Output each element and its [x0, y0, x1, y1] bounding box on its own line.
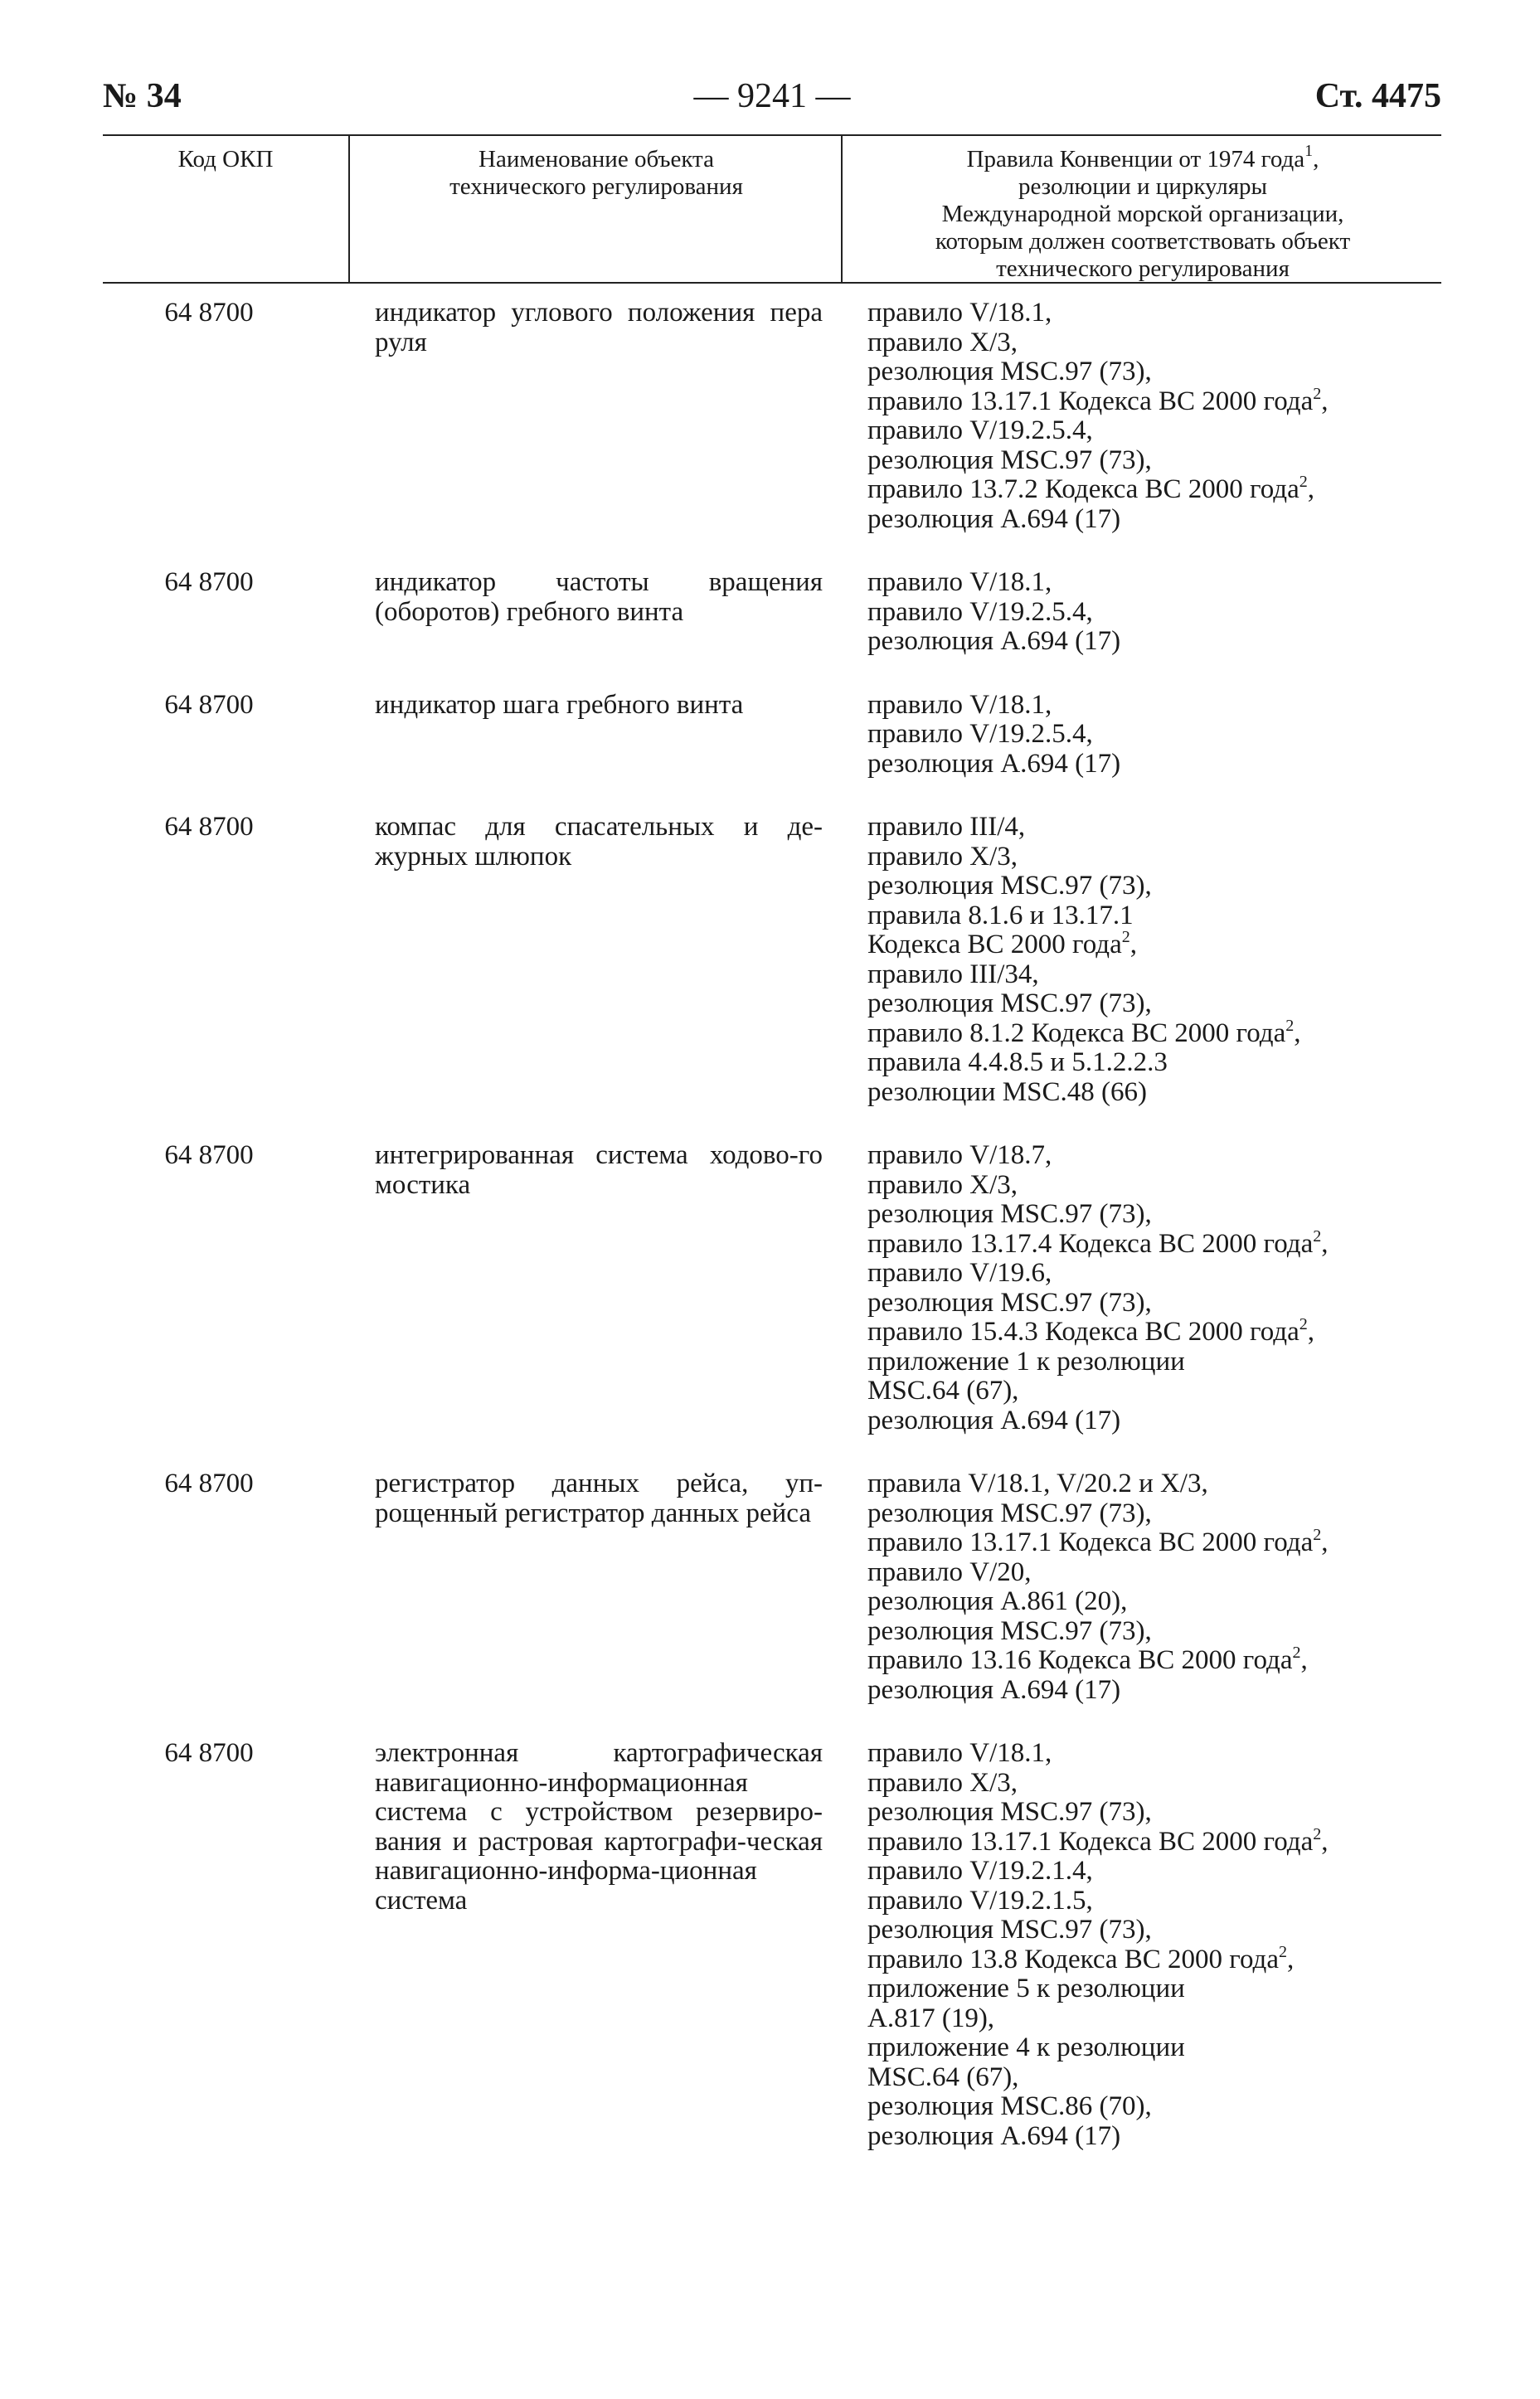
rule-line [867, 627, 1441, 657]
rule-line [867, 1171, 1441, 1201]
okp-code: 64 8700 [164, 1140, 254, 1170]
rule-line [867, 475, 1441, 505]
line-text: Правила Конвенции от 1974 года [966, 146, 1305, 172]
line-text: резолюция А.694 (17) [867, 2120, 1121, 2151]
rule-line [867, 357, 1441, 387]
rule-line [867, 1078, 1441, 1108]
okp-code: 64 8700 [164, 298, 254, 328]
header-line [844, 142, 1441, 173]
rule-line [867, 299, 1441, 328]
rule-line [867, 446, 1441, 476]
line-text: правило 13.17.1 Кодекса ВС 2000 года [867, 1826, 1314, 1857]
rule-line [867, 1617, 1441, 1647]
header-line: технического регулирования [449, 173, 743, 200]
rule-line [867, 1942, 1441, 1975]
object-name: электронная картографическая навигационно-информационная система с устройством резервиро-вания и растровая картографи-ческая навигационно-информа-ционная система [375, 1738, 823, 1916]
line-text: резолюция А.694 (17) [867, 1405, 1121, 1435]
footnote-marker: 2 [1279, 1942, 1287, 1961]
rule-line [867, 1676, 1441, 1706]
rule-line [867, 416, 1441, 446]
line-text: правило 13.17.1 Кодекса ВС 2000 года [867, 1527, 1314, 1557]
column-divider-1 [348, 134, 350, 284]
line-text: правило X/3, [867, 841, 1018, 872]
footnote-marker: 1 [1304, 142, 1314, 160]
line-text: резолюция MSC.97 (73), [867, 1199, 1152, 1229]
line-text: правила V/18.1, V/20.2 и X/3, [867, 1469, 1208, 1498]
rule-line [867, 691, 1441, 721]
footnote-marker: 2 [1299, 1315, 1308, 1333]
line-punct: , [1321, 1826, 1329, 1857]
header-line: Наименование объекта [479, 146, 714, 172]
line-text: правило V/18.1, [867, 298, 1052, 328]
header-line [844, 201, 1441, 228]
line-text: правило X/3, [867, 1169, 1018, 1200]
rule-line [867, 1226, 1441, 1260]
table-row [103, 691, 1441, 779]
line-punct: , [1307, 474, 1314, 504]
okp-code: 64 8700 [164, 567, 254, 597]
footnote-marker: 2 [1313, 1824, 1322, 1843]
rule-line [867, 328, 1441, 358]
line-punct: , [1294, 1017, 1301, 1048]
rule-line [867, 843, 1441, 872]
rule-line [867, 930, 1441, 960]
line-punct: , [1129, 930, 1137, 959]
rule-line [867, 568, 1441, 598]
line-text: А.817 (19), [867, 2003, 995, 2033]
rule-line [867, 1857, 1441, 1887]
line-text: правило V/19.2.5.4, [867, 719, 1093, 749]
rule-line [867, 2063, 1441, 2093]
line-text: резолюция MSC.97 (73), [867, 357, 1152, 386]
line-text: правило V/19.2.5.4, [867, 415, 1093, 445]
line-text: приложение 4 к резолюции [867, 2032, 1185, 2062]
line-punct: , [1321, 1228, 1329, 1259]
rule-line [867, 1739, 1441, 1769]
rule-line [867, 960, 1441, 990]
line-text: резолюция MSC.97 (73), [867, 1615, 1152, 1646]
line-text: правила 8.1.6 и 13.17.1 [867, 900, 1134, 930]
rules-list [841, 299, 1441, 534]
rule-line [867, 384, 1441, 417]
rules-list [841, 691, 1441, 779]
rule-line [867, 1798, 1441, 1828]
line-text: которым должен соответствовать объект [935, 228, 1351, 255]
column-header-code [103, 146, 348, 173]
line-text: правило 13.8 Кодекса ВС 2000 года [867, 1944, 1279, 1974]
line-text: резолюция MSC.97 (73), [867, 1287, 1152, 1318]
okp-code: 64 8700 [164, 812, 254, 842]
footnote-marker: 2 [1299, 473, 1308, 491]
line-text: правила 4.4.8.5 и 5.1.2.2.3 [867, 1047, 1168, 1077]
line-text: резолюция А.694 (17) [867, 626, 1121, 656]
line-text: резолюция А.861 (20), [867, 1586, 1128, 1616]
rule-line [867, 901, 1441, 931]
object-name: индикатор углового положения пера руля [375, 298, 823, 357]
column-header-name [352, 146, 841, 201]
table-row [103, 1141, 1441, 1435]
table-body [103, 299, 1441, 2185]
line-text: MSC.64 (67), [867, 2061, 1019, 2092]
line-text: резолюции MSC.48 (66) [867, 1076, 1147, 1107]
line-text: правило V/19.2.1.5, [867, 1885, 1093, 1916]
rule-line [867, 1528, 1441, 1558]
line-text: правило III/4, [867, 812, 1026, 842]
rule-line [867, 1289, 1441, 1318]
line-text: резолюция MSC.97 (73), [867, 1498, 1152, 1528]
table-row [103, 813, 1441, 1107]
table-row [103, 299, 1441, 534]
line-text: правило V/18.1, [867, 1738, 1052, 1768]
okp-code: 64 8700 [164, 689, 254, 720]
header-line [844, 255, 1441, 283]
line-text: правило V/19.2.5.4, [867, 596, 1093, 627]
footnote-marker: 2 [1313, 1526, 1322, 1544]
line-text: резолюция MSC.97 (73), [867, 1915, 1152, 1945]
line-text: резолюция MSC.97 (73), [867, 444, 1152, 475]
line-punct: , [1307, 1317, 1314, 1347]
line-punct: , [1300, 1645, 1308, 1675]
rule-line [867, 2092, 1441, 2122]
line-text: резолюция MSC.97 (73), [867, 1797, 1152, 1827]
okp-code: 64 8700 [164, 1469, 254, 1498]
line-text: приложение 1 к резолюции [867, 1346, 1185, 1377]
rule-line [867, 813, 1441, 843]
line-text: правило 13.7.2 Кодекса ВС 2000 года [867, 474, 1300, 504]
rules-list [841, 1141, 1441, 1435]
line-text: MSC.64 (67), [867, 1376, 1019, 1406]
rule-line [867, 1974, 1441, 2004]
table-top-rule [103, 134, 1441, 136]
rule-line [867, 1824, 1441, 1858]
footnote-marker: 2 [1121, 928, 1130, 946]
line-punct: , [1321, 1527, 1329, 1557]
rule-line [867, 1916, 1441, 1945]
line-punct: , [1313, 146, 1319, 172]
rules-list [841, 568, 1441, 657]
line-text: правило X/3, [867, 1767, 1018, 1798]
table-row [103, 1469, 1441, 1705]
line-text: резолюция А.694 (17) [867, 1674, 1121, 1705]
column-divider-2 [841, 134, 843, 284]
table-row [103, 1739, 1441, 2151]
table-row [103, 568, 1441, 657]
rule-line [867, 1406, 1441, 1436]
line-text: правило V/18.1, [867, 567, 1052, 597]
line-text: резолюция А.694 (17) [867, 503, 1121, 534]
rule-line [867, 1646, 1441, 1676]
line-text: правило 13.16 Кодекса ВС 2000 года [867, 1645, 1293, 1675]
line-punct: , [1321, 386, 1329, 416]
rule-line [867, 505, 1441, 535]
line-text: правило V/19.2.1.4, [867, 1856, 1093, 1886]
rule-line [867, 598, 1441, 628]
rules-list [841, 1739, 1441, 2151]
footnote-marker: 2 [1313, 384, 1322, 403]
line-text: технического регулирования [996, 255, 1290, 282]
object-name: регистратор данных рейса, уп-рощенный регистратор данных рейса [375, 1469, 823, 1528]
object-name: интегрированная система ходово-го мостика [375, 1140, 823, 1200]
line-text: правило 15.4.3 Кодекса ВС 2000 года [867, 1317, 1300, 1347]
rule-line [867, 1377, 1441, 1406]
column-header-rules [844, 142, 1441, 283]
rule-line [867, 720, 1441, 750]
rule-line [867, 989, 1441, 1019]
rule-line [867, 1587, 1441, 1617]
footnote-marker: 2 [1285, 1016, 1295, 1035]
object-name: индикатор шага гребного винта [375, 689, 744, 720]
regulation-table [103, 134, 1441, 2166]
header-line: Код ОКП [177, 146, 274, 172]
header-line [844, 173, 1441, 201]
line-punct: , [1287, 1944, 1295, 1974]
object-name: компас для спасательных и де-журных шлюпок [375, 812, 823, 872]
rule-line [867, 1499, 1441, 1529]
page-number: — 9241 — [693, 77, 851, 115]
rule-line [867, 1259, 1441, 1289]
line-text: резолюция MSC.97 (73), [867, 988, 1152, 1018]
article-number: Ст. 4475 [1314, 77, 1441, 115]
line-text: правило 13.17.1 Кодекса ВС 2000 года [867, 386, 1314, 416]
object-name: индикатор частоты вращения (оборотов) гребного винта [375, 567, 823, 627]
issue-number: № 34 [103, 77, 182, 115]
line-text: резолюция MSC.86 (70), [867, 2091, 1152, 2121]
line-text: правило X/3, [867, 327, 1018, 357]
rule-line [867, 2004, 1441, 2034]
rule-line [867, 1048, 1441, 1078]
line-text: правило III/34, [867, 959, 1039, 989]
line-text: резолюция MSC.97 (73), [867, 871, 1152, 901]
line-text: правило V/18.1, [867, 689, 1052, 720]
rule-line [867, 1469, 1441, 1499]
line-text: правило V/20, [867, 1556, 1032, 1587]
rules-list [841, 813, 1441, 1107]
rule-line [867, 872, 1441, 901]
rules-list [841, 1469, 1441, 1705]
rule-line [867, 1315, 1441, 1348]
rule-line [867, 1141, 1441, 1171]
line-text: Кодекса ВС 2000 года [867, 930, 1122, 959]
line-text: приложение 5 к резолюции [867, 1974, 1185, 2003]
line-text: правило V/18.7, [867, 1140, 1052, 1170]
rule-line [867, 2033, 1441, 2063]
rule-line [867, 1348, 1441, 1377]
rule-line [867, 1887, 1441, 1916]
line-text: Международной морской организации, [941, 201, 1344, 227]
rule-line [867, 750, 1441, 779]
rule-line [867, 1769, 1441, 1799]
okp-code: 64 8700 [164, 1738, 254, 1768]
page-header [103, 76, 1441, 126]
line-text: правило V/19.6, [867, 1258, 1052, 1288]
footnote-marker: 2 [1313, 1226, 1322, 1246]
footnote-marker: 2 [1292, 1644, 1301, 1662]
rule-line [867, 1200, 1441, 1230]
rule-line [867, 2122, 1441, 2152]
line-text: правило 8.1.2 Кодекса ВС 2000 года [867, 1017, 1286, 1048]
line-text: резолюция А.694 (17) [867, 748, 1121, 779]
rule-line [867, 1016, 1441, 1049]
rule-line [867, 1558, 1441, 1588]
line-text: правило 13.17.4 Кодекса ВС 2000 года [867, 1228, 1314, 1259]
line-text: резолюции и циркуляры [1018, 173, 1268, 200]
header-line [844, 228, 1441, 255]
